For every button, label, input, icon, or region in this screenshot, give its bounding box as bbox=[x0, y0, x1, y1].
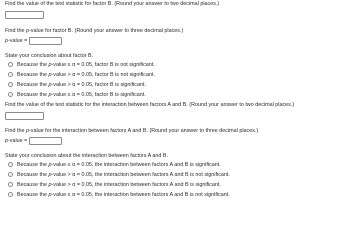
question-p-value-ab: Find the p-value for the interaction between factors A and B. (Round your answer to three decimal places.) bbox=[5, 128, 259, 134]
option-label: Because the p-value ≤ α = 0.05, the interaction between factors A and B is not significant. bbox=[17, 191, 230, 198]
p-value-b-input[interactable] bbox=[29, 37, 62, 45]
radio-button-icon[interactable] bbox=[8, 192, 13, 197]
test-statistic-ab-input[interactable] bbox=[5, 112, 44, 120]
question-conclusion-b: State your conclusion about factor B. bbox=[5, 53, 94, 59]
conclusion-ab-option-3[interactable] bbox=[8, 181, 221, 188]
conclusion-b-option-4[interactable] bbox=[8, 91, 146, 98]
option-label: Because the p-value ≤ α = 0.05, the interaction between factors A and B is significant. bbox=[17, 161, 221, 168]
p-value-b-row bbox=[5, 37, 62, 45]
conclusion-b-option-2[interactable] bbox=[8, 71, 155, 78]
option-label: Because the p-value > α = 0.05, factor B is not significant. bbox=[17, 71, 155, 78]
option-label: Because the p-value ≤ α = 0.05, factor B is significant. bbox=[17, 91, 146, 98]
question-test-statistic-b: Find the value of the test statistic for factor B. (Round your answer to two decimal places.) bbox=[5, 1, 220, 7]
conclusion-b-option-1[interactable] bbox=[8, 61, 155, 68]
question-p-value-b: Find the p-value for factor B. (Round your answer to three decimal places.) bbox=[5, 28, 184, 34]
radio-button-icon[interactable] bbox=[8, 72, 13, 77]
option-label: Because the p-value > α = 0.05, the interaction between factors A and B is significant. bbox=[17, 181, 221, 188]
radio-button-icon[interactable] bbox=[8, 182, 13, 187]
radio-button-icon[interactable] bbox=[8, 82, 13, 87]
radio-button-icon[interactable] bbox=[8, 62, 13, 67]
conclusion-ab-option-2[interactable] bbox=[8, 171, 230, 178]
radio-button-icon[interactable] bbox=[8, 172, 13, 177]
question-test-statistic-ab: Find the value of the test statistic for the interaction between factors A and B. (Round your answer to two decimal places.) bbox=[5, 102, 295, 108]
option-label: Because the p-value > α = 0.05, the interaction between factors A and B is not significant. bbox=[17, 171, 230, 178]
conclusion-ab-option-1[interactable] bbox=[8, 161, 221, 168]
conclusion-ab-option-4[interactable] bbox=[8, 191, 230, 198]
p-value-ab-input[interactable] bbox=[29, 137, 62, 145]
test-statistic-b-input[interactable] bbox=[5, 11, 44, 19]
option-label: Because the p-value > α = 0.05, factor B is significant. bbox=[17, 81, 146, 88]
conclusion-b-option-3[interactable] bbox=[8, 81, 146, 88]
radio-button-icon[interactable] bbox=[8, 162, 13, 167]
p-value-ab-label: p-value = bbox=[5, 138, 28, 144]
p-value-ab-row bbox=[5, 137, 62, 145]
question-conclusion-ab: State your conclusion about the interaction between factors A and B. bbox=[5, 153, 169, 159]
p-value-b-label: p-value = bbox=[5, 38, 28, 44]
option-label: Because the p-value ≤ α = 0.05, factor B is not significant. bbox=[17, 61, 155, 68]
radio-button-icon[interactable] bbox=[8, 92, 13, 97]
